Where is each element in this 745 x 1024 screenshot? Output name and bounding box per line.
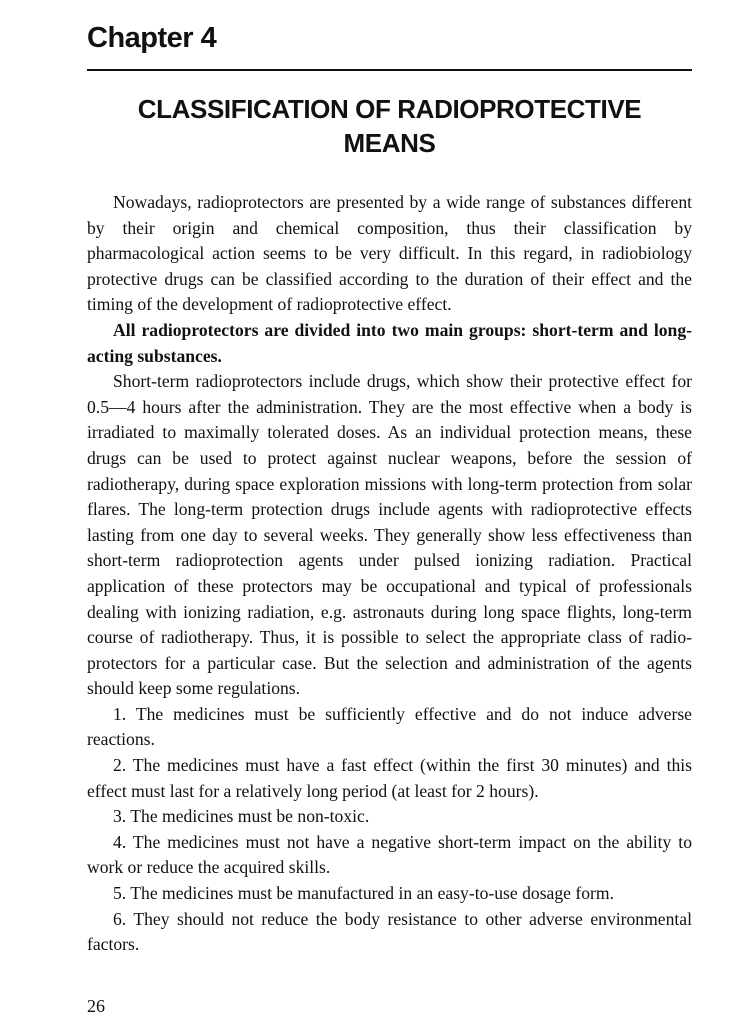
paragraph-groups: All radioprotectors are divided into two main groups: short-term and long-acting substances. [87, 319, 692, 366]
list-item-number: 6. [113, 908, 127, 929]
paragraph-details: Short-term radioprotectors include drugs, which show their protective effect for 0.5—4 hours after the administration. They are the most effective when a body is irradiated to maximally tolerated doses. As an individual protection means, these drugs can be used to protect against nuclear weapons, before the session of radiotherapy, during space exploration missions with long-term protection from solar flares. The long-term protection drugs include agents with radioprotective effects lasting from one day to several weeks. They generally show less effectiveness than short-term radioprotection agents under pulsed ionizing radiation. Practical application of these protectors may be occupational and typical of professionals dealing with ionizing radiation, e.g. astronauts during long space flights, long-term course of radiotherapy. Thus, it is possible to select the appropriate class of radioprotectors for a particular case. But the selection and administration of the agents should keep some regulations. [87, 371, 692, 699]
chapter-title-line-1: CLASSIFICATION OF RADIOPROTECTIVE [137, 94, 642, 124]
list-item-text: The medicines must be sufficiently effective and do not induce adverse reactions. [87, 703, 692, 750]
heading-rule [87, 69, 692, 71]
list-item-number: 1. [113, 703, 127, 724]
list-item [87, 830, 692, 881]
list-item [87, 753, 692, 804]
list-item-text: The medicines must not have a negative short-term impact on the ability to work or reduce the acquired skills. [87, 831, 692, 878]
list-item-text: The medicines must be manufactured in an easy-to-use dosage form. [130, 883, 614, 904]
list-item-text: The medicines must have a fast effect (within the first 30 minutes) and this effect must last for a relatively long period (at least for 2 hours). [87, 755, 692, 801]
list-item-text: They should not reduce the body resistance to other adverse environmental factors. [87, 908, 692, 955]
chapter-heading: Chapter 4 [87, 22, 217, 54]
list-item-number: 3. [113, 806, 127, 827]
list-item [87, 881, 692, 907]
body-text [87, 190, 692, 958]
list-item [87, 702, 692, 753]
chapter-title-line-2: MEANS [343, 128, 436, 158]
paragraph-intro: Nowadays, radioprotectors are presented by a wide range of substances different by their origin and chemical composition, thus their classification by pharmacological action seems to be very difficult. In this regard, in radiobiology protective drugs can be classified according to the duration of their effect and the timing of the development of radioprotective effect. [87, 192, 692, 315]
list-item-number: 4. [113, 831, 127, 852]
list-item [87, 804, 692, 830]
list-item-text: The medicines must be non-toxic. [130, 806, 370, 827]
list-item [87, 907, 692, 958]
chapter-title [87, 92, 692, 160]
list-item-number: 5. [113, 883, 127, 904]
list-item-number: 2. [113, 755, 127, 776]
page-number: 26 [87, 996, 105, 1016]
